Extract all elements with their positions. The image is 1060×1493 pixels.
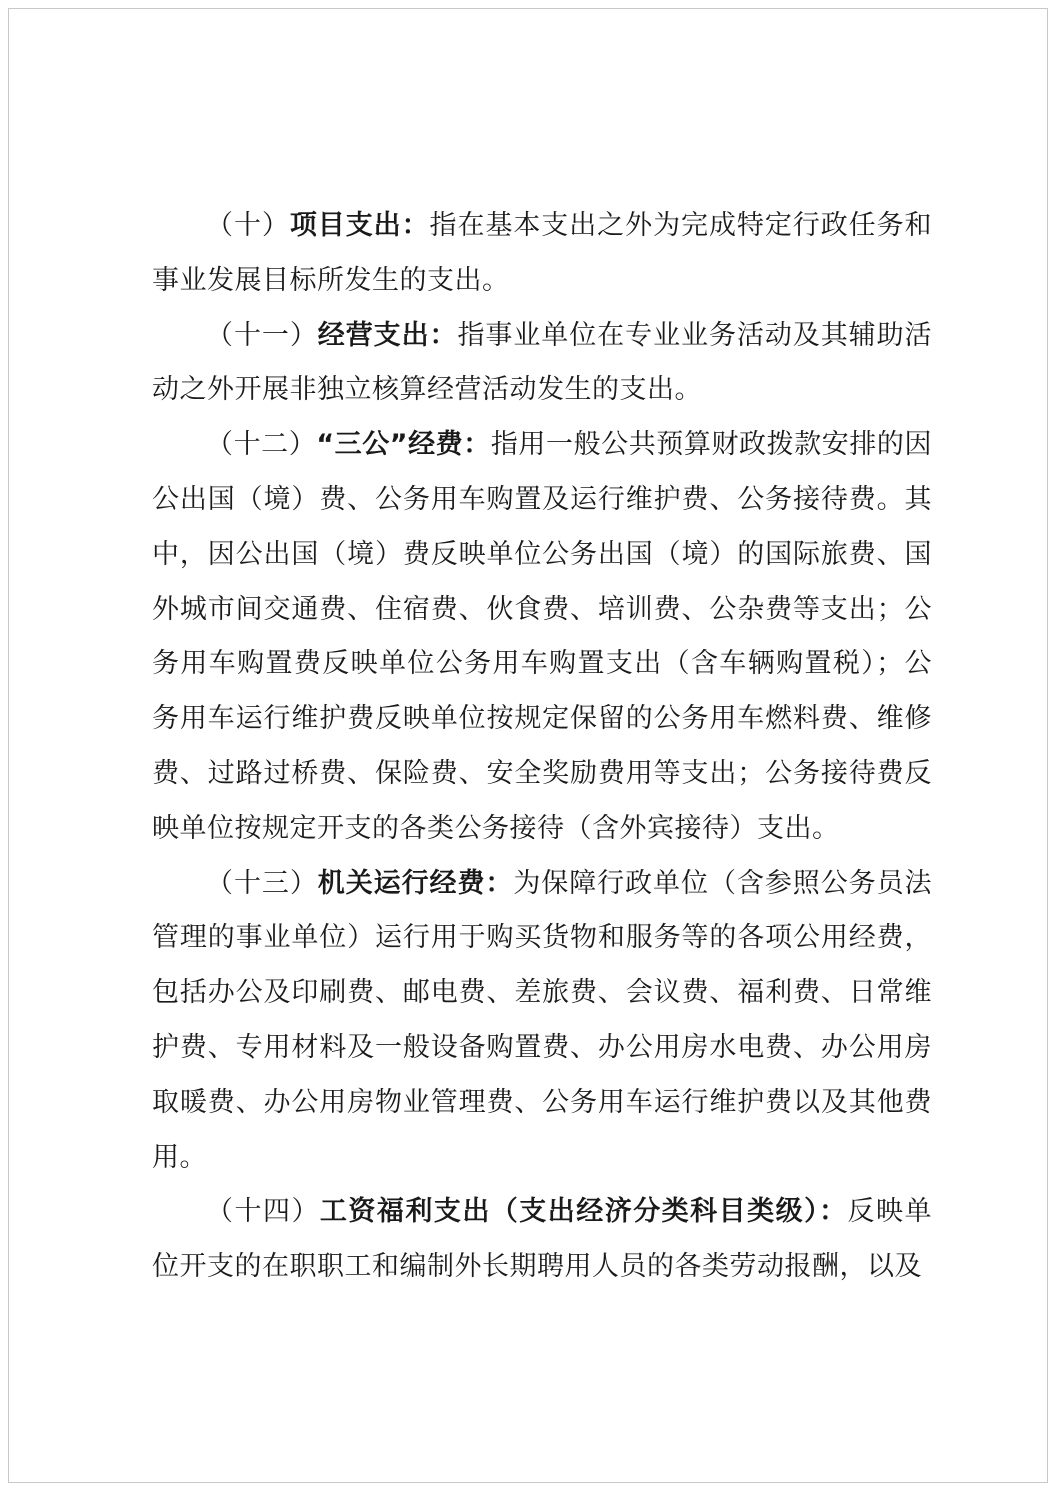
paragraph-operating-expenditure <box>152 309 932 419</box>
term-heading: 项目支出 <box>289 210 402 241</box>
paragraph-wage-welfare-expenditure <box>152 1185 932 1295</box>
paragraph-three-public-funds <box>152 418 932 856</box>
term-colon: ： <box>401 210 430 241</box>
paragraph-project-expenditure <box>152 199 932 309</box>
term-colon: ： <box>429 319 458 351</box>
paragraph-body: 为保障行政单位（含参照公务员法管理的事业单位）运行用于购买货物和服务等的各项公用经费，包括办公及印刷费、邮电费、差旅费、会议费、福利费、日常维护费、专用材料及一般设备购置费、办公用房水电费、办公用房取暖费、办公用房物业管理费、公务用车运行维护费以及其他费用。 <box>152 867 933 1173</box>
section-marker: （十） <box>206 210 290 241</box>
section-marker: （十二） <box>206 429 317 461</box>
section-marker: （十一） <box>206 319 318 351</box>
term-heading: 经营支出 <box>317 319 430 351</box>
term-colon: ： <box>819 1196 848 1228</box>
section-marker: （十四） <box>206 1196 320 1228</box>
paragraph-body: 指用一般公共预算财政拨款安排的因公出国（境）费、公务用车购置及运行维护费、公务接待费。其中，因公出国（境）费反映单位公务出国（境）的国际旅费、国外城市间交通费、住宿费、伙食费、培训费、公杂费等支出；公务用车购置费反映单位公务用车购置支出（含车辆购置税）；公务用车运行维护费反映单位按规定保留的公务用车燃料费、维修费、过路过桥费、保险费、安全奖励费用等支出；公务接待费反映单位按规定开支的各类公务接待（含外宾接待）支出。 <box>152 429 932 844</box>
term-colon: ： <box>463 429 491 461</box>
paragraph-body: 指事业单位在专业业务活动及其辅助活动之外开展非独立核算经营活动发生的支出。 <box>152 319 933 406</box>
term-heading: 机关运行经费 <box>317 867 486 899</box>
paragraph-body: 指在基本支出之外为完成特定行政任务和事业发展目标所发生的支出。 <box>152 210 933 296</box>
document-page <box>8 8 1048 1483</box>
section-marker: （十三） <box>206 867 318 899</box>
document-body <box>152 199 932 1295</box>
term-heading: 工资福利支出（支出经济分类科目类级） <box>319 1196 820 1228</box>
paragraph-agency-operating-funds <box>152 857 932 1186</box>
term-colon: ： <box>485 867 514 899</box>
term-heading: “三公”经费 <box>316 429 464 461</box>
paragraph-body: 反映单位开支的在职职工和编制外长期聘用人员的各类劳动报酬，以及 <box>152 1196 933 1283</box>
